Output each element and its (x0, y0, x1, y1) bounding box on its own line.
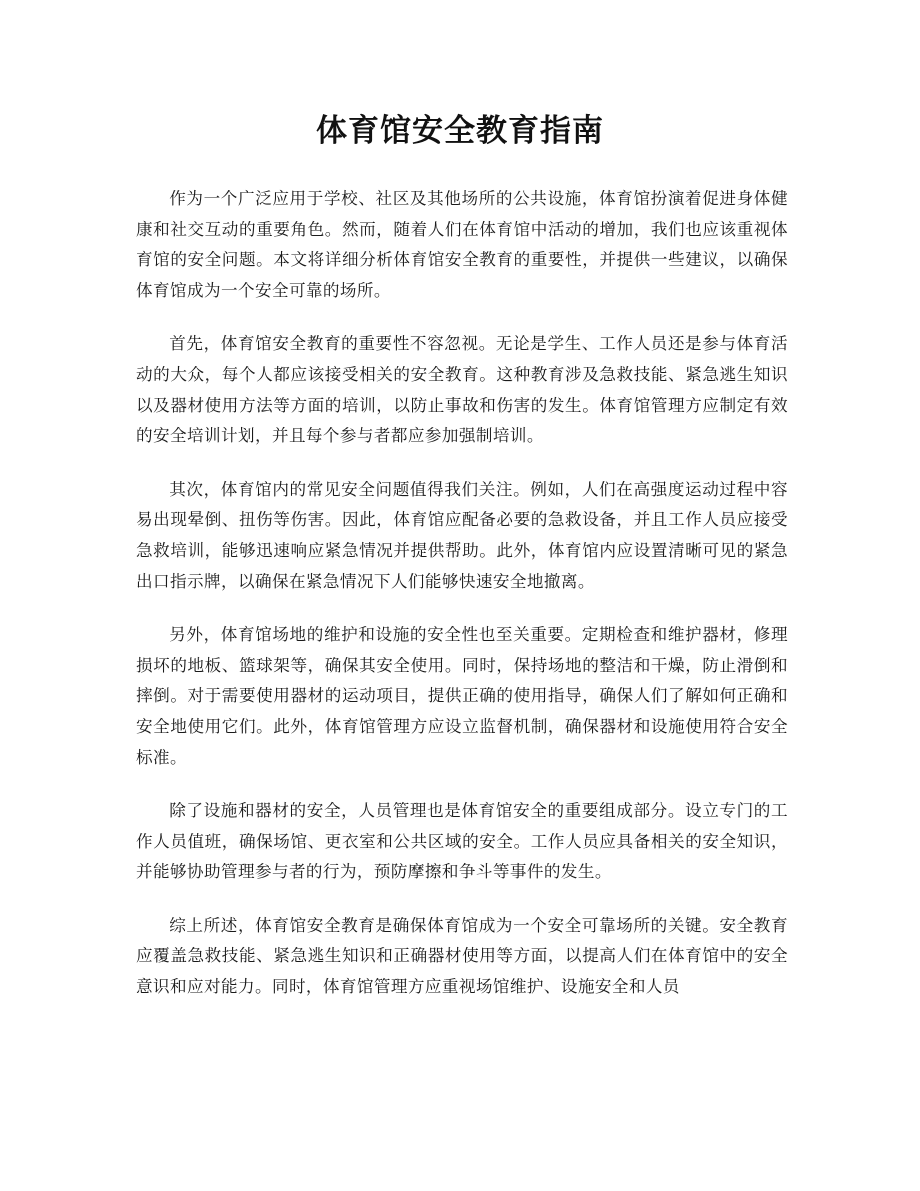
paragraph-conclusion: 综上所述，体育馆安全教育是确保体育馆成为一个安全可靠场所的关键。安全教育应覆盖急救技能、紧急逃生知识和正确器材使用等方面，以提高人们在体育馆中的安全意识和应对能力。同时，体育馆管理方应重视场馆维护、设施安全和人员 (136, 915, 788, 997)
paragraph-importance: 首先，体育馆安全教育的重要性不容忽视。无论是学生、工作人员还是参与体育活动的大众，每个人都应该接受相关的安全教育。这种教育涉及急救技能、紧急逃生知识以及器材使用方法等方面的培训，以防止事故和伤害的发生。体育馆管理方应制定有效的安全培训计划，并且每个参与者都应参加强制培训。 (136, 334, 788, 446)
paragraph-maintenance: 另外，体育馆场地的维护和设施的安全性也至关重要。定期检查和维护器材，修理损坏的地板、篮球架等，确保其安全使用。同时，保持场地的整洁和干燥，防止滑倒和摔倒。对于需要使用器材的运动项目，提供正确的使用指导，确保人们了解如何正确和安全地使用它们。此外，体育馆管理方应设立监督机制，确保器材和设施使用符合安全标准。 (136, 625, 788, 767)
document-body (136, 184, 788, 1026)
paragraph-common-issues: 其次，体育馆内的常见安全问题值得我们关注。例如，人们在高强度运动过程中容易出现晕倒、扭伤等伤害。因此，体育馆应配备必要的急救设备，并且工作人员应接受急救培训，能够迅速响应紧急情况并提供帮助。此外，体育馆内应设置清晰可见的紧急出口指示牌，以确保在紧急情况下人们能够快速安全地撤离。 (136, 479, 788, 591)
paragraph-intro: 作为一个广泛应用于学校、社区及其他场所的公共设施，体育馆扮演着促进身体健康和社交互动的重要角色。然而，随着人们在体育馆中活动的增加，我们也应该重视体育馆的安全问题。本文将详细分析体育馆安全教育的重要性，并提供一些建议，以确保体育馆成为一个安全可靠的场所。 (136, 189, 788, 300)
paragraph-staff-management: 除了设施和器材的安全，人员管理也是体育馆安全的重要组成部分。设立专门的工作人员值班，确保场馆、更衣室和公共区域的安全。工作人员应具备相关的安全知识，并能够协助管理参与者的行为，预防摩擦和争斗等事件的发生。 (136, 801, 788, 882)
document-title: 体育馆安全教育指南 (316, 113, 604, 149)
